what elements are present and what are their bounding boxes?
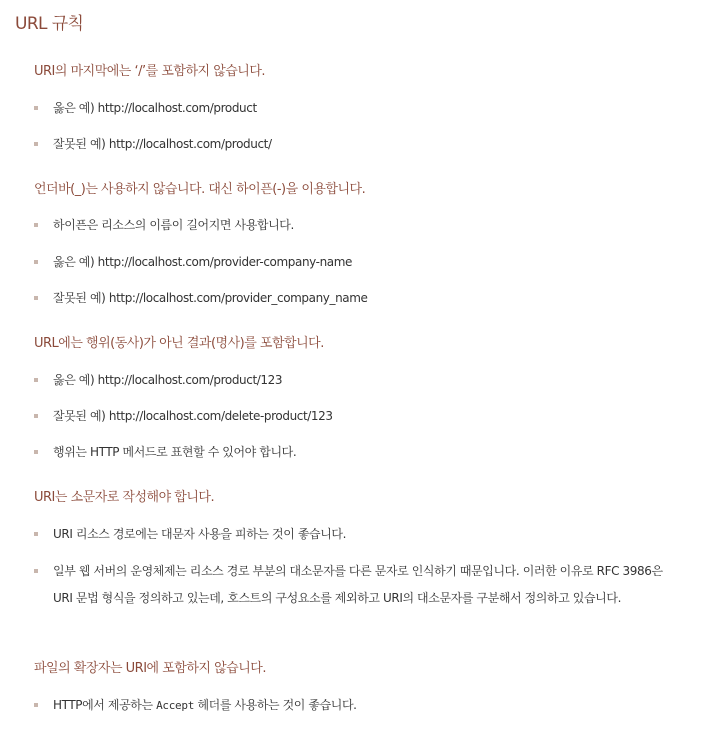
- list-item: [34, 212, 684, 239]
- bullet-icon: [34, 569, 38, 573]
- bullet-icon: [34, 260, 38, 264]
- bullet-icon: [34, 532, 38, 536]
- section-heading-lowercase: URI는 소문자로 작성해야 합니다.: [34, 490, 215, 505]
- text-after: 헤더를 사용하는 것이 좋습니다.: [194, 698, 357, 712]
- list-item: [34, 285, 684, 312]
- bullet-icon: [34, 142, 38, 146]
- list-item-text: 행위는 HTTP 메서드로 표현할 수 있어야 합니다.: [53, 445, 297, 459]
- list-item-text: 옳은 예) http://localhost.com/product/123: [53, 373, 283, 387]
- list-item-text: 옳은 예) http://localhost.com/provider-company-name: [53, 255, 353, 269]
- list-item-text: 잘못된 예) http://localhost.com/provider_company_name: [53, 291, 368, 305]
- list-item: [34, 439, 684, 466]
- list-item-text: 옳은 예) http://localhost.com/product: [53, 101, 257, 115]
- list-item: [34, 692, 684, 720]
- list-item: [34, 131, 684, 158]
- bullet-icon: [34, 106, 38, 110]
- inline-code: Accept: [156, 699, 195, 712]
- bullet-icon: [34, 414, 38, 418]
- bullet-icon: [34, 296, 38, 300]
- text-before: HTTP에서 제공하는: [53, 698, 157, 712]
- list-item: [34, 403, 684, 430]
- list-item: [34, 558, 684, 611]
- list-item-text: 하이픈은 리소스의 이름이 길어지면 사용합니다.: [53, 218, 294, 232]
- list-item: [34, 367, 684, 394]
- bullet-icon: [34, 378, 38, 382]
- section-heading-hyphen: 언더바(_)는 사용하지 않습니다. 대신 하이픈(-)을 이용합니다.: [34, 182, 366, 197]
- list-item-text: [34, 692, 684, 720]
- page-title: URL 규칙: [15, 14, 84, 34]
- section-heading-extension: 파일의 확장자는 URI에 포함하지 않습니다.: [34, 661, 266, 676]
- section-heading-nouns: URL에는 행위(동사)가 아닌 결과(명사)를 포함합니다.: [34, 336, 324, 351]
- list-item-text: 잘못된 예) http://localhost.com/delete-product/123: [53, 409, 333, 423]
- bullet-icon: [34, 223, 38, 227]
- list-item-text: 잘못된 예) http://localhost.com/product/: [53, 137, 272, 151]
- list-item-text: URI 리소스 경로에는 대문자 사용을 피하는 것이 좋습니다.: [53, 527, 347, 541]
- bullet-icon: [34, 703, 38, 707]
- list-item-text: 일부 웹 서버의 운영체제는 리소스 경로 부분의 대소문자를 다른 문자로 인식하기 때문입니다. 이러한 이유로 RFC 3986은 URI 문법 형식을 정의하고 있는데, 호스트의 구성요소를 제외하고 URI의 대소문자를 구분해서 정의하고 있습니다.: [53, 564, 663, 605]
- list-item: [34, 249, 684, 276]
- section-heading-trailing-slash: URI의 마지막에는 ‘/’를 포함하지 않습니다.: [34, 64, 266, 79]
- bullet-icon: [34, 450, 38, 454]
- list-item: [34, 95, 684, 122]
- list-item: [34, 521, 684, 548]
